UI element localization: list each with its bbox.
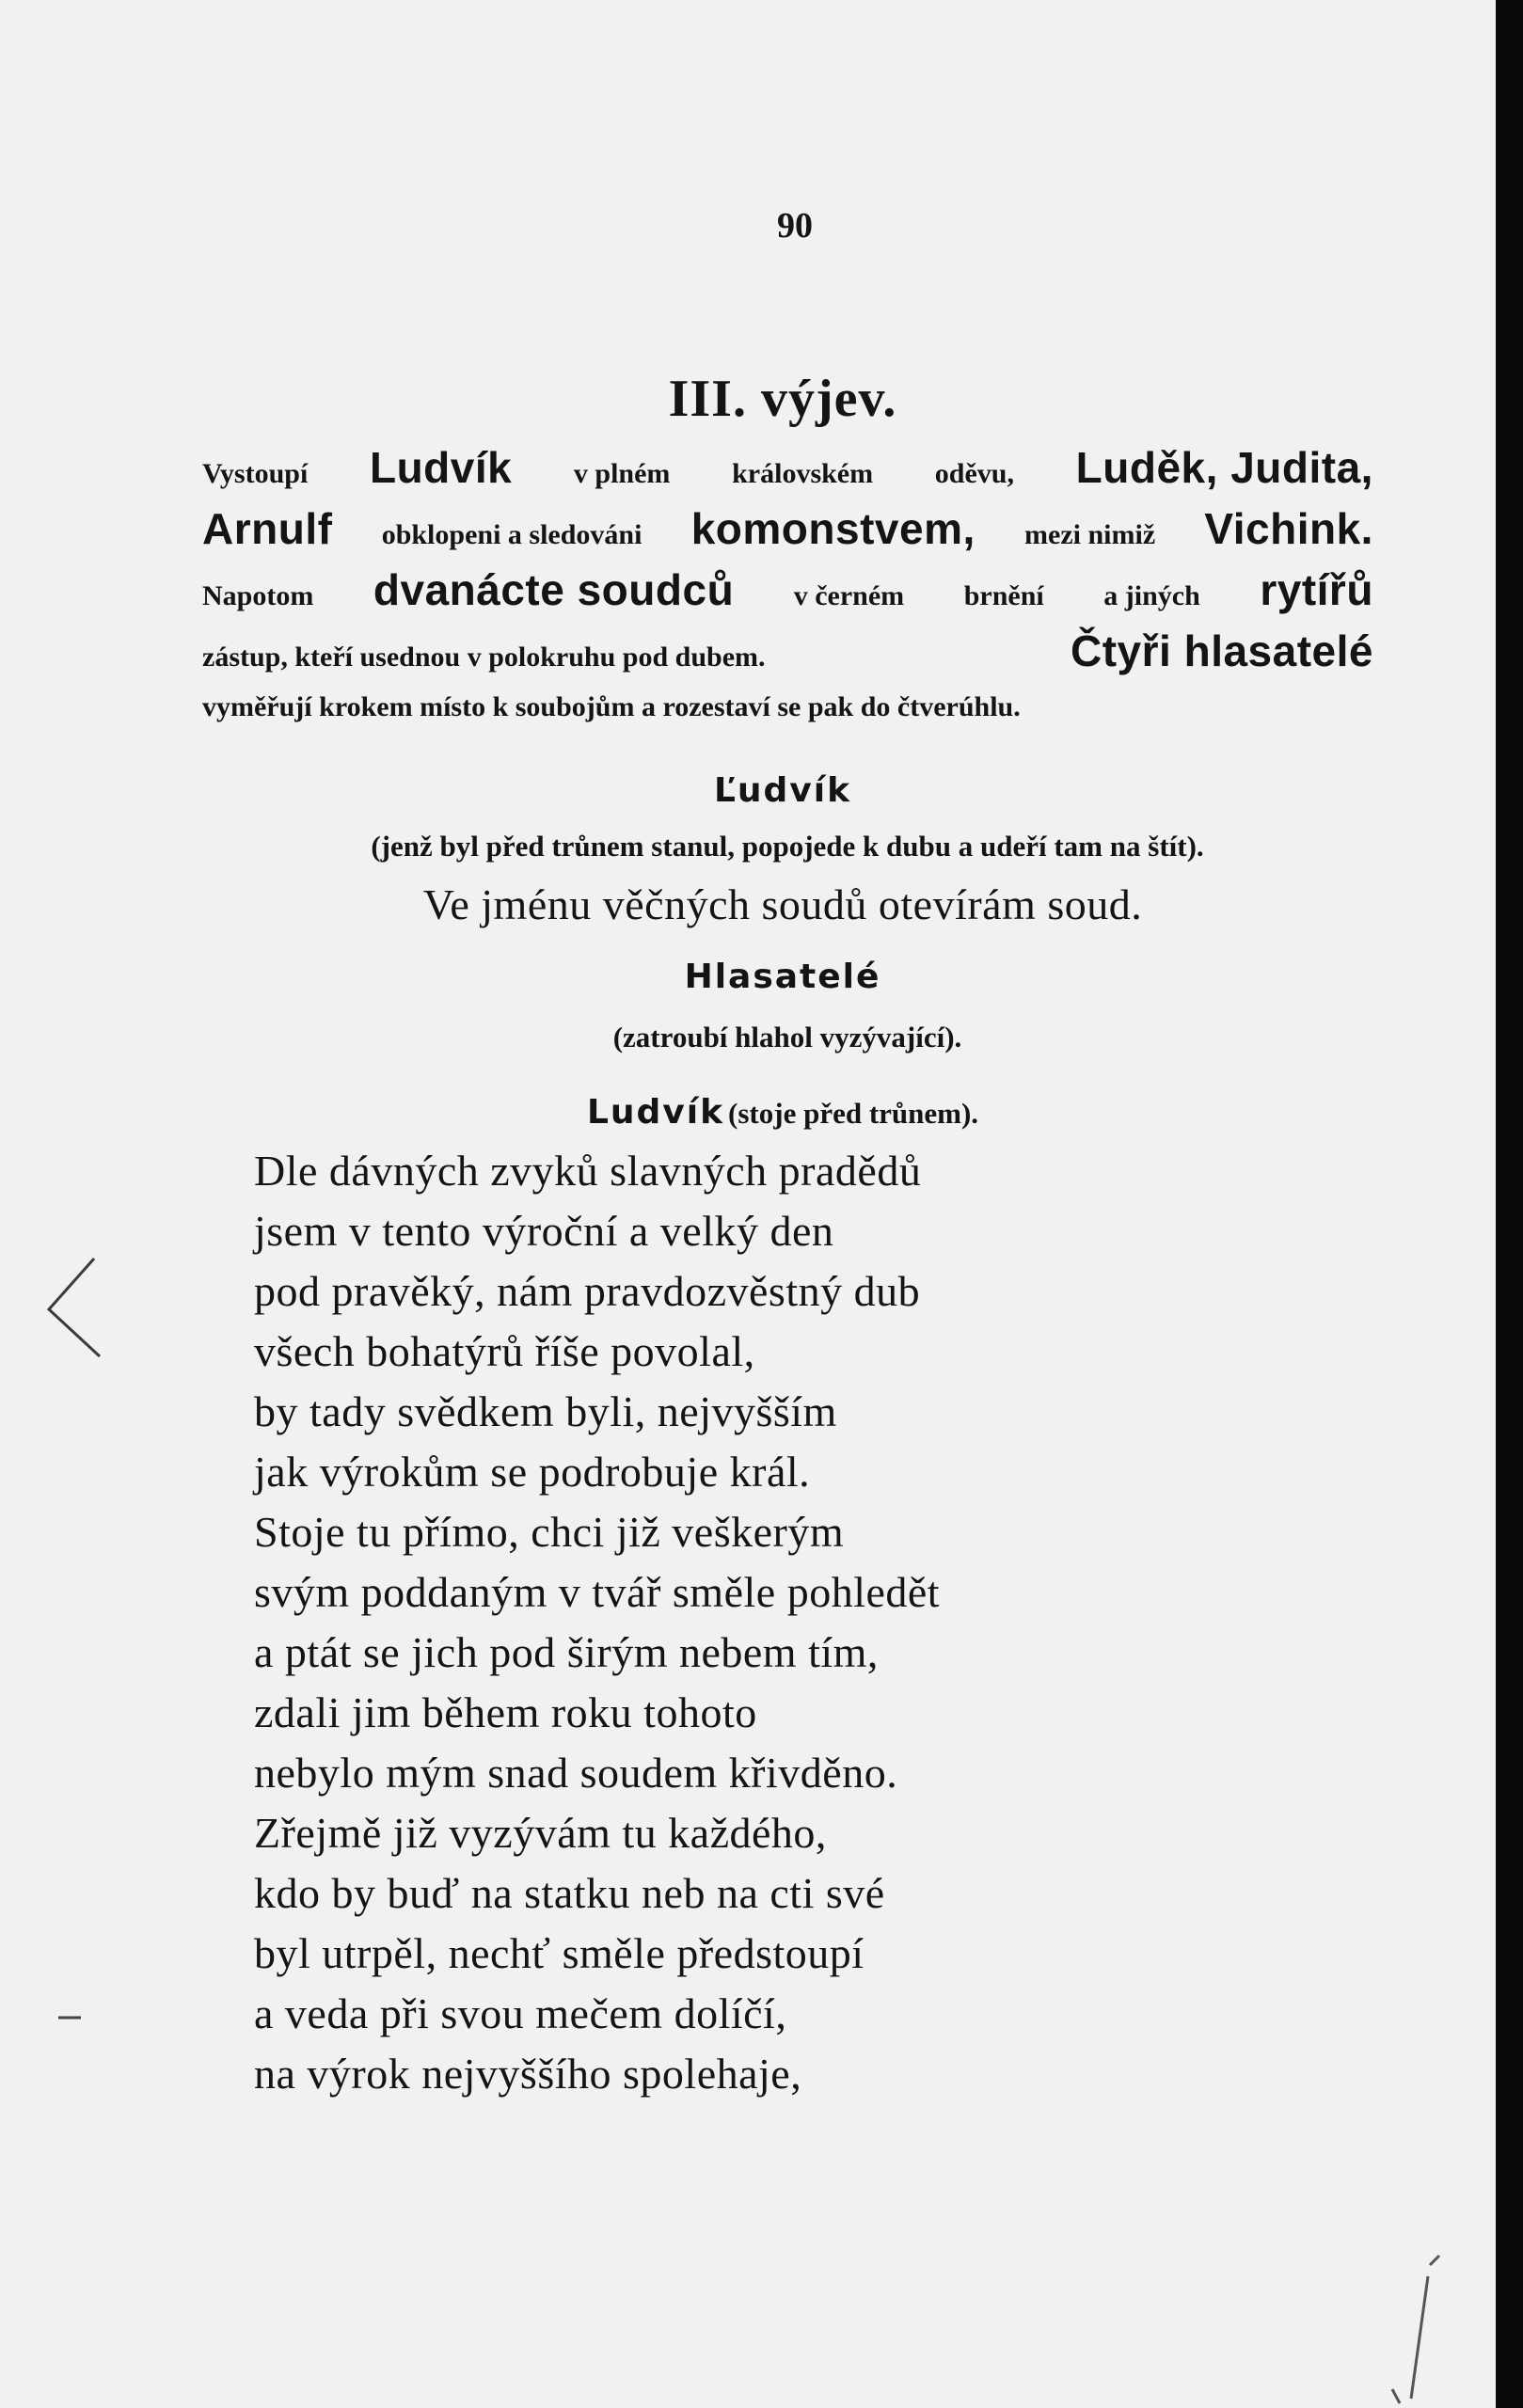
stage-name-emphasis: Čtyři hlasatelé [1071,626,1373,675]
stage-direction-line [202,442,1373,493]
corner-pencil-mark [1355,2248,1467,2408]
page-number: 90 [777,206,813,246]
verse-line: svým poddaným v tvář směle pohledět [254,1568,941,1616]
stage-text: obklopeni a sledováni [381,519,643,550]
speaker-ludvik-1: Ľudvík [713,771,852,810]
stage-text: v černém [793,580,905,611]
stage-text: vyměřují krokem místo k soubojům a rozestaví se pak do čtverúhlu. [202,691,1021,722]
verse-line: kdo by buď na statku neb na cti své [254,1869,885,1917]
stage-name-emphasis: Luděk, Judita, [1075,443,1373,492]
verse-line: Zřejmě již vyzývám tu každého, [254,1809,827,1857]
verse-line: byl utrpěl, nechť směle předstoupí [254,1929,865,1977]
stage-text: královském [732,458,874,489]
verse-line: a ptát se jich pod širým nebem tím, [254,1628,879,1676]
speaker-ludvik-2-line [0,1093,1523,1132]
stage-text: v plném [573,458,671,489]
verse-line: Dle dávných zvyků slavných pradědů [254,1147,922,1195]
speaker-direction-3: (stoje před trůnem). [728,1097,979,1130]
scene-title: III. výjev. [668,370,897,428]
stage-direction-line [202,691,1373,723]
speaker-direction-1: (jenž byl před trůnem stanul, popojede k dubu a udeří tam na štít). [371,830,1204,863]
verse-line: nebylo mým snad soudem křivděno. [254,1749,898,1797]
verse-line: zdali jim během roku tohoto [254,1688,757,1736]
stage-direction-line [202,626,1373,676]
stage-name-emphasis: dvanácte soudců [373,565,735,614]
verse-line: jsem v tento výroční a velký den [254,1207,834,1255]
stage-text: mezi nimiž [1024,519,1156,550]
speaker-ludvik-2: Ludvík [586,1093,725,1132]
verse-line: pod pravěký, nám pravdozvěstný dub [254,1267,921,1315]
stage-text: oděvu, [934,458,1014,489]
stage-name-emphasis: komonstvem, [690,504,976,553]
page-binding-edge [1496,0,1523,2408]
verse-line: jak výrokům se podrobuje král. [254,1448,811,1496]
stage-name-emphasis: Vichink. [1204,504,1373,553]
stage-text: brnění [963,580,1044,611]
stage-direction-line [202,503,1373,554]
margin-bracket-mark [38,1251,113,1364]
verse-line: všech bohatýrů říše povolal, [254,1327,755,1375]
stage-text: Vystoupí [202,458,309,489]
verse-line: a veda při svou mečem dolíčí, [254,1989,787,2037]
stage-direction-line [202,564,1373,615]
stage-name-emphasis: rytířů [1260,565,1373,614]
verse-line: na výrok nejvyššího spolehaje, [254,2050,802,2098]
stage-text: a jiných [1103,580,1200,611]
speaker-direction-2: (zatroubí hlahol vyzývající). [612,1021,962,1054]
speaker-hlasatele: Hlasatelé [684,958,881,996]
verse-line: Stoje tu přímo, chci již veškerým [254,1508,845,1556]
verse-line: by tady svědkem byli, nejvyšším [254,1387,837,1435]
verse-line-opening: Ve jménu věčných soudů otevírám soud. [422,880,1143,928]
margin-dash-mark [56,2013,85,2022]
stage-name-emphasis: Ludvík [369,443,513,492]
stage-text: Napotom [202,580,314,611]
stage-name-emphasis: Arnulf [202,504,333,553]
stage-text: zástup, kteří usednou v polokruhu pod dubem. [202,642,766,673]
